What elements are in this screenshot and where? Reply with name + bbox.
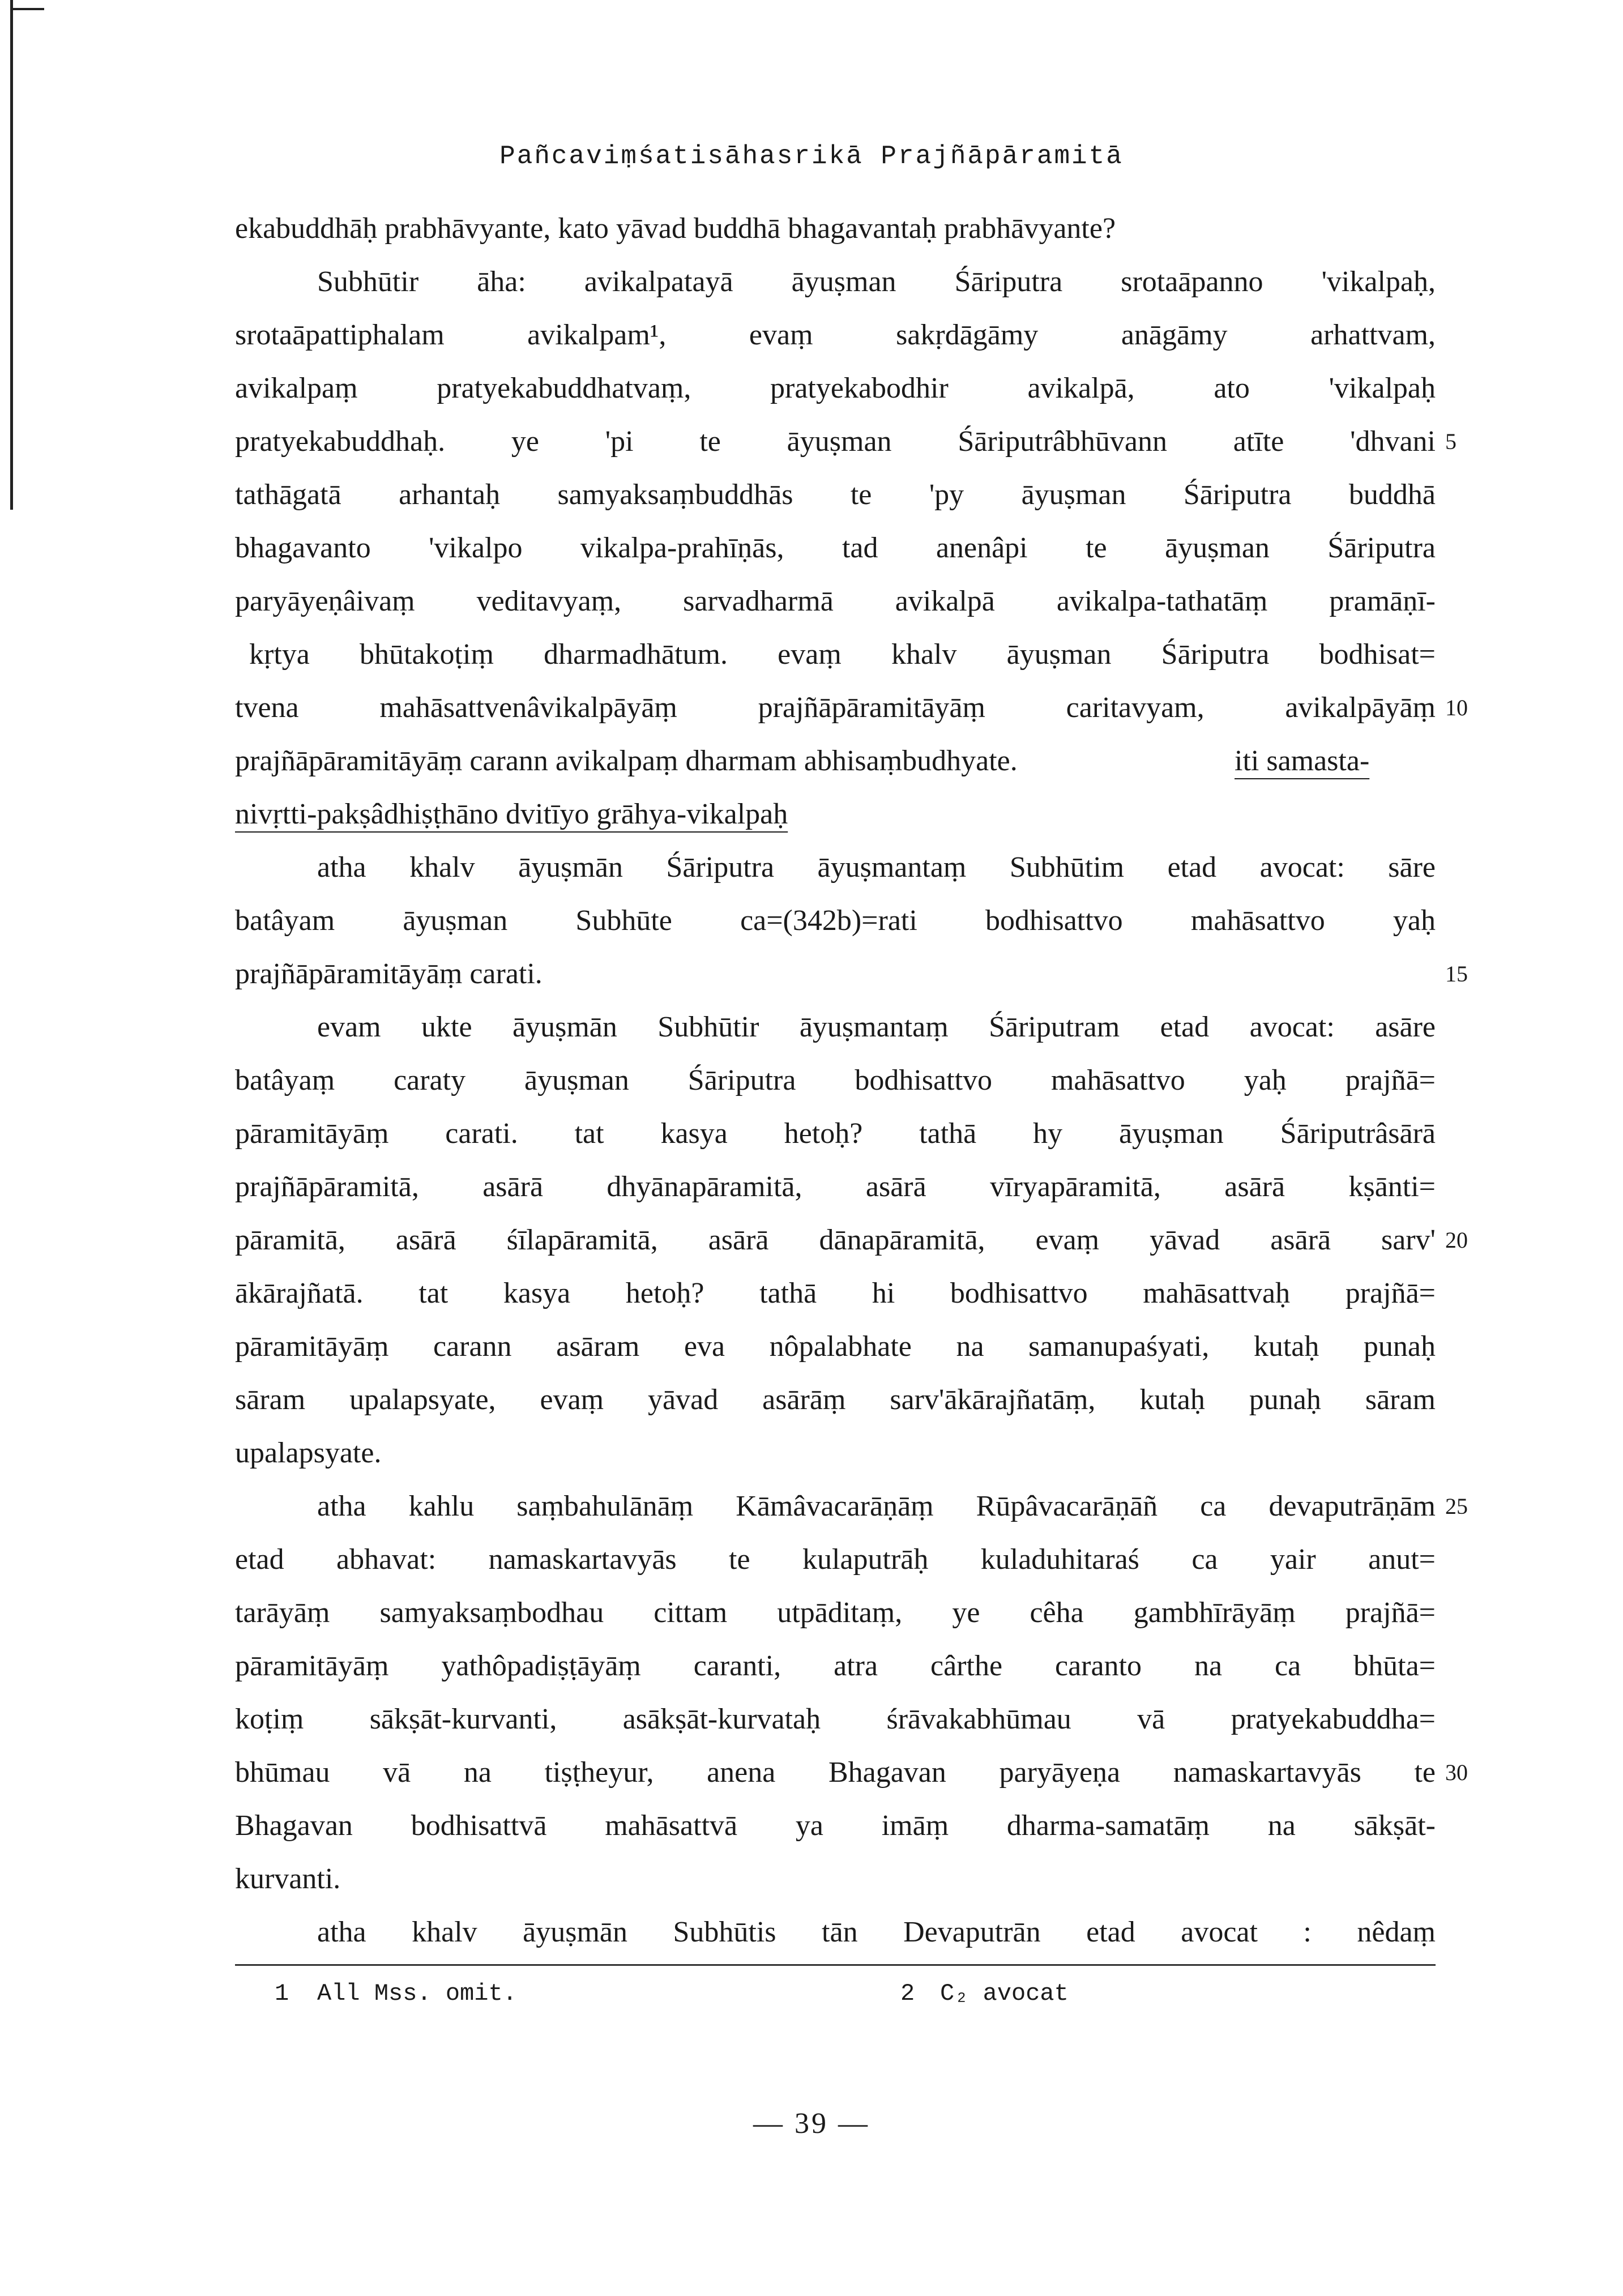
text-line: avikalpaṃ pratyekabuddhatvaṃ, pratyekabodhir avikalpā, ato 'vikalpaḥ — [235, 372, 1436, 404]
text-line: pāramitā, asārā śīlapāramitā, asārā dānapāramitā, evaṃ yāvad asārā sarv' — [235, 1224, 1436, 1256]
text-line: ekabuddhāḥ prabhāvyante, kato yāvad buddhā bhagavantaḥ prabhāvyante? — [235, 212, 1116, 245]
text-line: upalapsyate. — [235, 1437, 382, 1469]
text-line: batâyaṃ caraty āyuṣman Śāriputra bodhisattvo mahāsattvo yaḥ prajñā= — [235, 1064, 1436, 1096]
footnote-1-text: All Mss. omit. — [317, 1980, 517, 2007]
text-line: kurvanti. — [235, 1863, 341, 1895]
text-line: koṭiṃ sākṣāt-kurvanti, asākṣāt-kurvataḥ śrāvakabhūmau vā pratyekabuddha= — [235, 1703, 1436, 1735]
text-line: Bhagavan bodhisattvā mahāsattvā ya imāṃ dharma-samatāṃ na sākṣāt- — [235, 1810, 1436, 1842]
text-line: srotaāpattiphalam avikalpam¹, evaṃ sakṛdāgāmy anāgāmy arhattvam, — [235, 319, 1436, 351]
text-line: prajñāpāramitāyāṃ carati. — [235, 958, 543, 990]
text-line: sāram upalapsyate, evaṃ yāvad asārāṃ sarv'ākārajñatāṃ, kutaḥ punaḥ sāram — [235, 1384, 1436, 1416]
text-line: pratyekabuddhaḥ. ye 'pi te āyuṣman Śāriputrâbhūvann atīte 'dhvani — [235, 425, 1436, 458]
text-line: tvena mahāsattvenâvikalpāyāṃ prajñāpāramitāyāṃ caritavyam, avikalpāyāṃ — [235, 692, 1436, 724]
footnote-2-text: C₂ avocat — [940, 1980, 1069, 2007]
text-line: pāramitāyāṃ carati. tat kasya hetoḥ? tathā hy āyuṣman Śāriputrâsārā — [235, 1117, 1436, 1150]
scan-edge-left — [10, 0, 13, 510]
text-line: bhagavanto 'vikalpo vikalpa-prahīṇās, tad anenâpi te āyuṣman Śāriputra — [235, 532, 1436, 564]
text-line: pāramitāyāṃ yathôpadiṣṭāyāṃ caranti, atra cârthe caranto na ca bhūta= — [235, 1650, 1436, 1682]
text-line: prajñāpāramitāyāṃ carann avikalpaṃ dharmam abhisaṃbudhyate. — [235, 745, 1018, 777]
text-line: tathāgatā arhantaḥ samyaksaṃbuddhās te 'py āyuṣman Śāriputra buddhā — [235, 479, 1436, 511]
line-number: 25 — [1445, 1493, 1468, 1519]
line-number: 5 — [1445, 429, 1457, 454]
text-line: ākārajñatā. tat kasya hetoḥ? tathā hi bodhisattvo mahāsattvaḥ prajñā= — [235, 1277, 1436, 1309]
colophon-underlined-start: iti samasta- — [1235, 745, 1370, 777]
text-line: pāramitāyāṃ carann asāram eva nôpalabhate na samanupaśyati, kutaḥ punaḥ — [235, 1330, 1436, 1363]
line-number: 15 — [1445, 961, 1468, 987]
page-number: — 39 — — [753, 2107, 870, 2140]
footnote-1-mark: 1 — [275, 1980, 289, 2007]
text-line: bhūmau vā na tiṣṭheyur, anena Bhagavan paryāyeṇa namaskartavyās te — [235, 1756, 1436, 1789]
text-line: evam ukte āyuṣmān Subhūtir āyuṣmantaṃ Śāriputram etad avocat: asāre — [317, 1011, 1436, 1043]
text-line: prajñāpāramitā, asārā dhyānapāramitā, asārā vīryapāramitā, asārā kṣānti= — [235, 1171, 1436, 1203]
scan-edge-top — [10, 8, 44, 10]
text-line: paryāyeṇâivaṃ veditavyaṃ, sarvadharmā avikalpā avikalpa-tathatāṃ pramāṇī- — [235, 585, 1436, 617]
text-line: atha kahlu saṃbahulānāṃ Kāmâvacarāṇāṃ Rūpâvacarāṇāñ ca devaputrāṇām — [317, 1490, 1436, 1522]
text-line: atha khalv āyuṣmān Śāriputra āyuṣmantaṃ Subhūtim etad avocat: sāre — [317, 851, 1436, 884]
text-line: kṛtya bhūtakoṭiṃ dharmadhātum. evaṃ khalv āyuṣman Śāriputra bodhisat= — [249, 638, 1436, 671]
text-line: batâyam āyuṣman Subhūte ca=(342b)=rati bodhisattvo mahāsattvo yaḥ — [235, 904, 1436, 937]
text-line: Subhūtir āha: avikalpatayā āyuṣman Śāriputra srotaāpanno 'vikalpaḥ, — [317, 266, 1436, 298]
footnote-rule — [235, 1964, 1436, 1966]
text-line: tarāyāṃ samyaksaṃbodhau cittam utpāditaṃ, ye cêha gambhīrāyāṃ prajñā= — [235, 1597, 1436, 1629]
text-line: atha khalv āyuṣmān Subhūtis tān Devaputrān etad avocat : nêdaṃ — [317, 1916, 1436, 1948]
colophon-underlined: nivṛtti-pakṣâdhiṣṭhāno dvitīyo grāhya-vikalpaḥ — [235, 798, 788, 830]
line-number: 20 — [1445, 1227, 1468, 1253]
text-line: etad abhavat: namaskartavyās te kulaputrāḥ kuladuhitaraś ca yair anut= — [235, 1543, 1436, 1576]
line-number: 10 — [1445, 695, 1468, 720]
line-number: 30 — [1445, 1760, 1468, 1785]
footnote-2-mark: 2 — [900, 1980, 915, 2007]
running-header: Pañcaviṃśatisāhasrikā Prajñāpāramitā — [499, 142, 1124, 171]
